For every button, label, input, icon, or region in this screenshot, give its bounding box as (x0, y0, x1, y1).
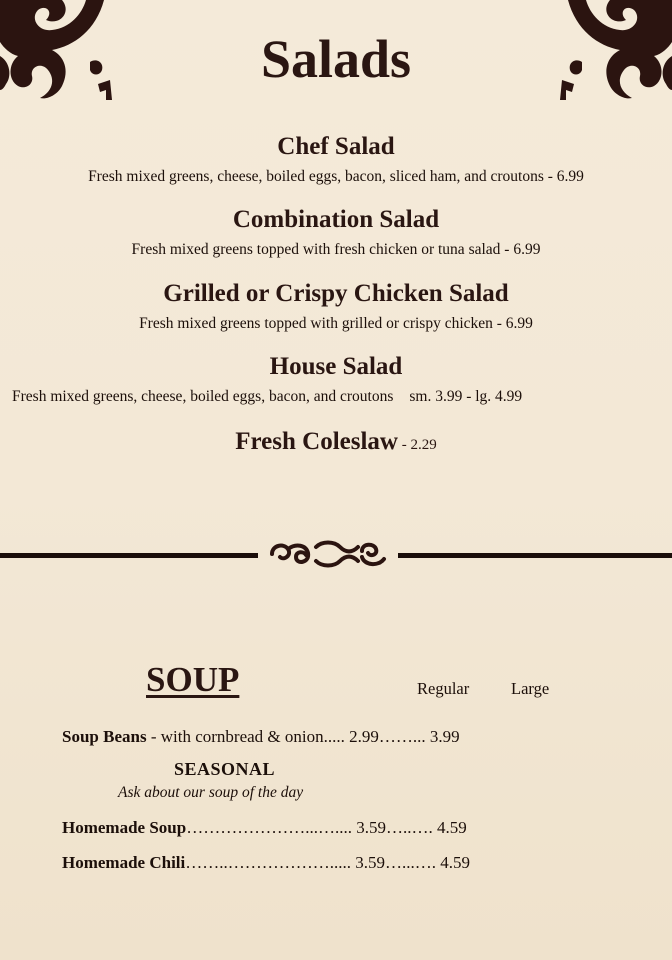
section-divider-line-left (0, 553, 258, 558)
salads-title: Salads (260, 29, 412, 89)
soup-item-name: Homemade Soup (62, 818, 187, 837)
seasonal-label: SEASONAL (174, 759, 276, 779)
soup-item-name: Homemade Chili (62, 853, 186, 872)
salad-item-name: Chef Salad (277, 133, 395, 160)
coleslaw-price: - 2.29 (397, 437, 437, 453)
soup-item-detail: ……..………………..... 3.59…...…. 4.59 (185, 853, 470, 872)
salad-item-name: Combination Salad (232, 206, 440, 233)
house-salad-price: sm. 3.99 - lg. 4.99 (409, 388, 523, 405)
soup-item-detail: …………………...….... 3.59…..…. 4.59 (186, 818, 467, 837)
column-header-regular: Regular (417, 679, 470, 698)
salad-item-description: Fresh mixed greens topped with grilled or crispy chicken - 6.99 (139, 315, 533, 332)
soup-row (62, 818, 467, 838)
column-header-large: Large (511, 679, 550, 698)
soup-item-name: Soup Beans (62, 727, 147, 746)
soup-item-detail: - with cornbread & onion..... 2.99……... 3.99 (146, 727, 460, 746)
divider-flourish-icon (266, 537, 390, 571)
salad-item-name: House Salad (269, 353, 403, 380)
section-divider-line-right (398, 553, 672, 558)
coleslaw-item (0, 428, 672, 456)
house-salad-description: Fresh mixed greens, cheese, boiled eggs, bacon, and croutons (12, 388, 394, 405)
soup-row (62, 727, 460, 747)
salad-item-name: Grilled or Crispy Chicken Salad (163, 280, 509, 307)
soup-title: SOUP (146, 660, 240, 699)
salad-item-description: Fresh mixed greens, cheese, boiled eggs, bacon, sliced ham, and croutons - 6.99 (88, 168, 584, 185)
salad-item-description: Fresh mixed greens topped with fresh chicken or tuna salad - 6.99 (131, 241, 541, 258)
seasonal-note: Ask about our soup of the day (118, 784, 304, 801)
soup-row (62, 853, 470, 873)
salad-item-description (12, 388, 662, 406)
coleslaw-name: Fresh Coleslaw (235, 428, 398, 455)
